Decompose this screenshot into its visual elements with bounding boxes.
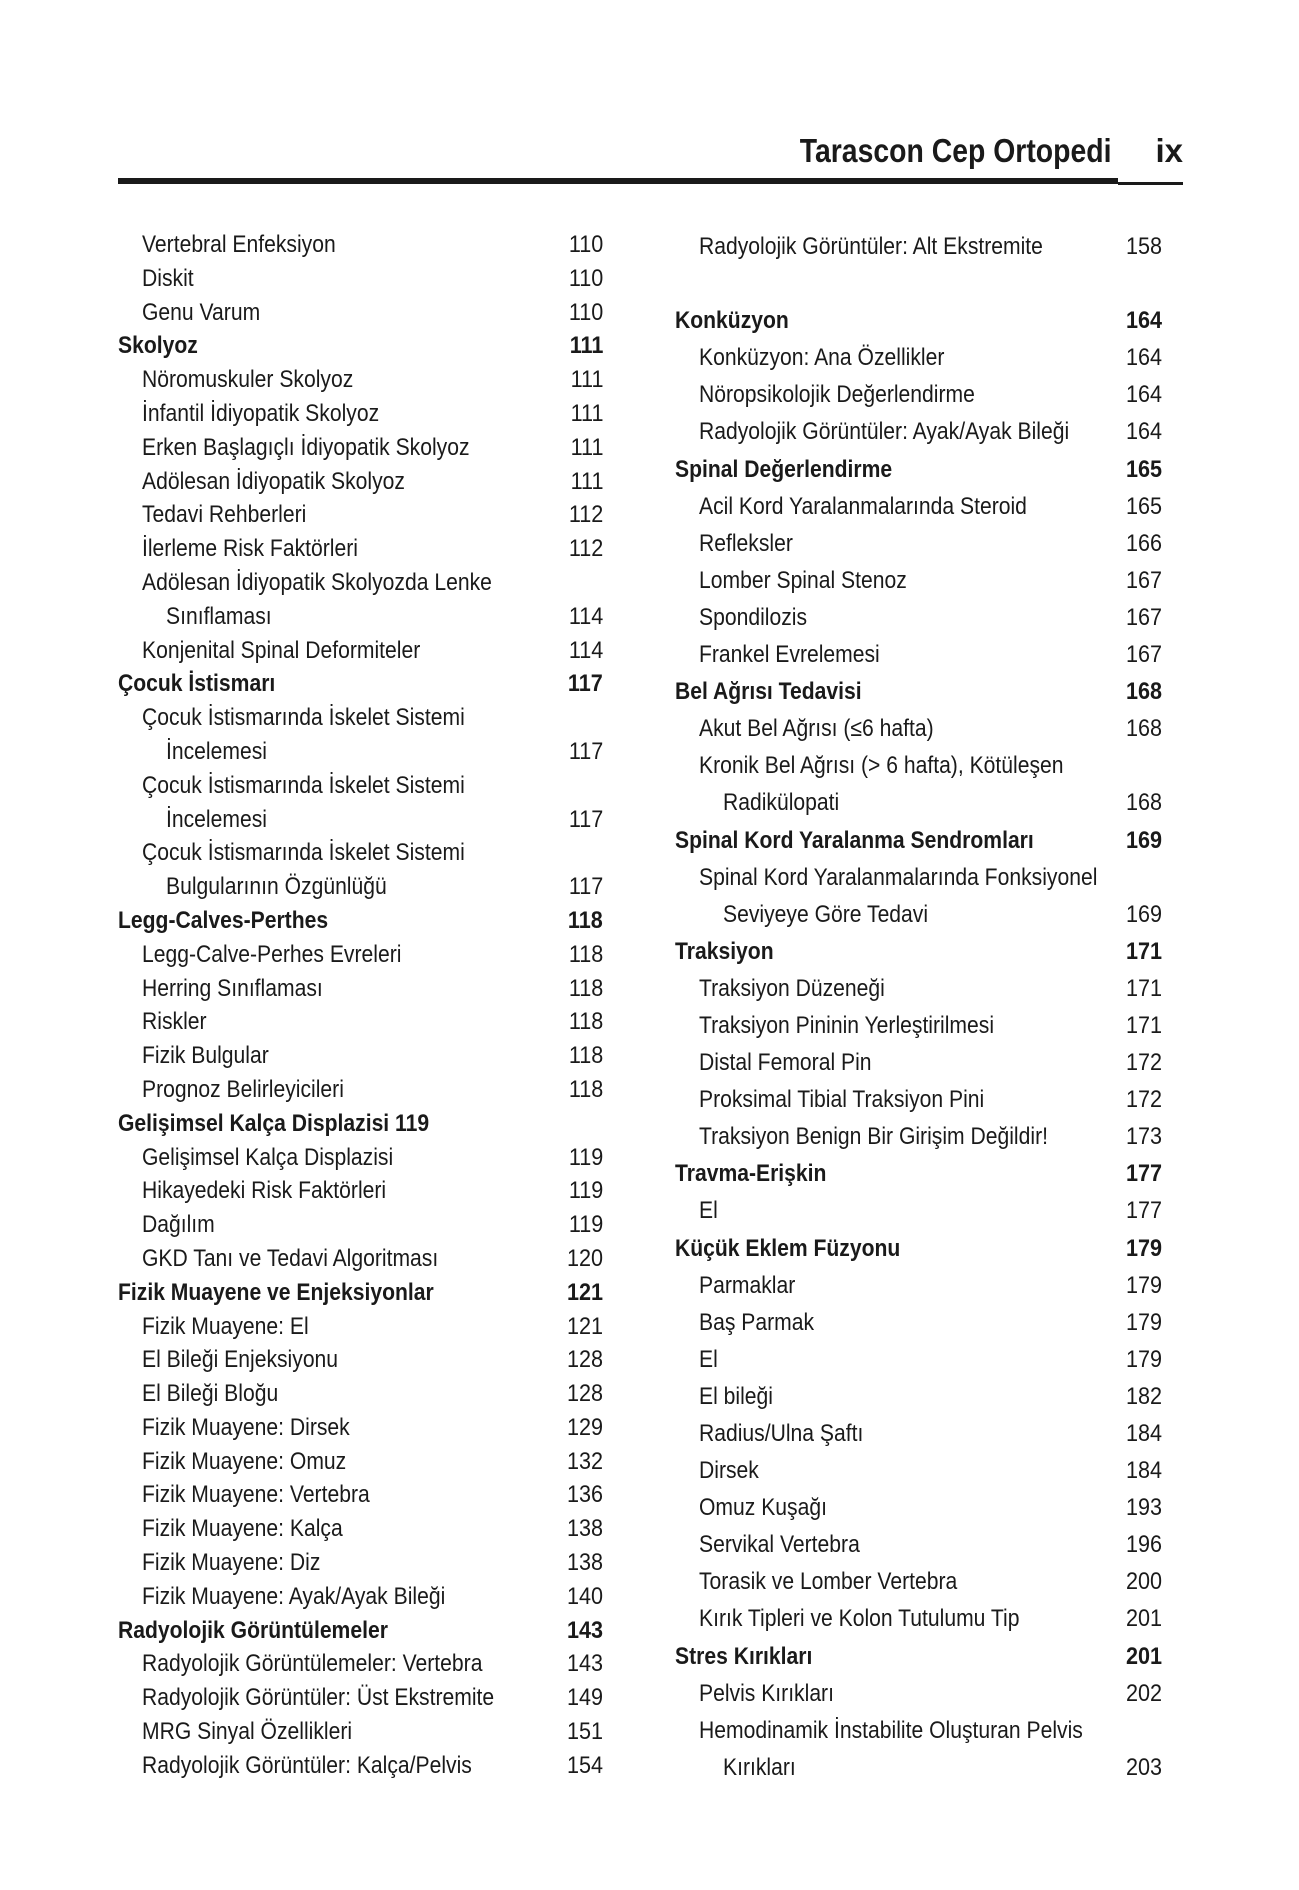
toc-entry-page: 167 xyxy=(1125,641,1162,669)
toc-entry-title: Spinal Kord Yaralanma Sendromları xyxy=(675,826,1034,854)
toc-entry-title: Çocuk İstismarında İskelet Sistemi xyxy=(142,839,465,867)
toc-entry[interactable] xyxy=(675,636,1170,673)
toc-entry[interactable] xyxy=(118,1647,613,1681)
toc-entry[interactable] xyxy=(118,1445,613,1479)
toc-entry-title: Akut Bel Ağrısı (≤6 hafta) xyxy=(699,715,934,743)
toc-entry[interactable] xyxy=(675,339,1170,376)
toc-entry-title: İncelemesi xyxy=(166,805,267,833)
toc-entry-title: Traksiyon Düzeneği xyxy=(699,974,885,1002)
toc-entry-page: 119 xyxy=(568,1143,603,1171)
toc-entry-page: 149 xyxy=(566,1684,603,1712)
toc-entry[interactable] xyxy=(118,870,613,904)
toc-entry[interactable] xyxy=(675,488,1170,525)
toc-entry[interactable] xyxy=(675,1675,1170,1712)
toc-entry-page: 200 xyxy=(1125,1568,1162,1596)
toc-entry-page: 118 xyxy=(568,1075,603,1103)
toc-entry-page: 111 xyxy=(570,433,603,461)
toc-entry[interactable] xyxy=(118,1749,613,1783)
toc-spacer xyxy=(675,265,1170,302)
toc-entry[interactable] xyxy=(118,1715,613,1749)
toc-entry[interactable] xyxy=(675,1749,1170,1786)
toc-section-entry[interactable] xyxy=(118,904,613,938)
toc-entry-page: 119 xyxy=(568,1211,603,1239)
toc-entry[interactable] xyxy=(675,1712,1170,1749)
toc-entry-title: MRG Sinyal Özellikleri xyxy=(142,1718,353,1746)
toc-section-entry[interactable] xyxy=(118,1614,613,1648)
toc-entry-title: Fizik Bulgular xyxy=(142,1042,269,1070)
header-rule xyxy=(118,178,1118,184)
toc-entry[interactable] xyxy=(675,1007,1170,1044)
toc-entry-title: Skolyoz xyxy=(118,332,198,360)
toc-entry-page: 184 xyxy=(1125,1420,1162,1447)
toc-entry-page: 201 xyxy=(1125,1605,1162,1633)
toc-entry-page: 111 xyxy=(570,366,603,394)
toc-entry[interactable] xyxy=(118,431,613,465)
toc-entry-page: 112 xyxy=(568,535,603,563)
toc-entry-title: Fizik Muayene: Kalça xyxy=(142,1515,343,1543)
toc-entry[interactable] xyxy=(675,1415,1170,1452)
toc-entry[interactable] xyxy=(118,532,613,566)
toc-entry-page: 117 xyxy=(568,805,603,833)
toc-entry-page: 143 xyxy=(566,1616,603,1644)
toc-entry-title: Dirsek xyxy=(699,1457,759,1485)
toc-entry-title: Omuz Kuşağı xyxy=(699,1494,827,1522)
toc-entry[interactable] xyxy=(675,1267,1170,1304)
toc-entry-title: Konküzyon xyxy=(675,307,789,335)
toc-entry-title: Frankel Evrelemesi xyxy=(699,641,880,669)
toc-entry-page: 179 xyxy=(1125,1308,1162,1336)
toc-entry[interactable] xyxy=(675,859,1170,896)
toc-entry-page: 171 xyxy=(1125,937,1162,965)
toc-entry-page: 138 xyxy=(566,1515,603,1543)
toc-entry-page: 171 xyxy=(1125,1011,1162,1039)
toc-entry-page: 118 xyxy=(568,1042,603,1070)
toc-entry-title: Radyolojik Görüntülemeler xyxy=(118,1616,388,1644)
toc-entry[interactable] xyxy=(675,1341,1170,1378)
toc-entry-title: Çocuk İstismarında İskelet Sistemi xyxy=(142,771,465,799)
toc-entry[interactable] xyxy=(118,836,613,870)
toc-entry-title: Fizik Muayene: Ayak/Ayak Bileği xyxy=(142,1582,446,1610)
toc-section-entry[interactable] xyxy=(675,451,1170,488)
toc-entry[interactable] xyxy=(675,1192,1170,1229)
toc-section-entry[interactable] xyxy=(675,933,1170,970)
toc-entry-page: 179 xyxy=(1125,1271,1162,1299)
toc-entry[interactable] xyxy=(675,1526,1170,1563)
toc-entry-title: Proksimal Tibial Traksiyon Pini xyxy=(699,1086,985,1114)
toc-entry-page: 164 xyxy=(1125,381,1162,409)
toc-entry-page: 164 xyxy=(1125,307,1162,335)
toc-entry[interactable] xyxy=(675,525,1170,562)
toc-entry-title: Torasik ve Lomber Vertebra xyxy=(699,1568,958,1596)
toc-entry-title: Gelişimsel Kalça Displazisi 119 xyxy=(118,1109,430,1137)
toc-entry-title: Radius/Ulna Şaftı xyxy=(699,1420,864,1447)
toc-entry-title: Radyolojik Görüntüler: Ayak/Ayak Bileği xyxy=(699,418,1070,446)
toc-entry-title: Pelvis Kırıkları xyxy=(699,1679,834,1707)
toc-entry[interactable] xyxy=(675,376,1170,413)
toc-entry[interactable] xyxy=(118,1208,613,1242)
toc-entry[interactable] xyxy=(675,896,1170,933)
toc-entry-title: Servikal Vertebra xyxy=(699,1531,860,1559)
toc-entry-title: Genu Varum xyxy=(142,298,261,326)
toc-entry[interactable] xyxy=(118,1310,613,1344)
toc-entry[interactable] xyxy=(118,1141,613,1175)
toc-entry-title: Spinal Kord Yaralanmalarında Fonksiyonel xyxy=(699,863,1098,891)
toc-entry[interactable] xyxy=(118,1242,613,1276)
toc-entry-page: 168 xyxy=(1125,789,1162,817)
toc-entry-page: 166 xyxy=(1125,529,1162,557)
toc-entry-title: Stres Kırıkları xyxy=(675,1642,813,1670)
toc-entry-title: İlerleme Risk Faktörleri xyxy=(142,535,358,563)
toc-entry[interactable] xyxy=(118,228,613,262)
toc-entry-page: 164 xyxy=(1125,344,1162,372)
toc-entry-title: Diskit xyxy=(142,264,194,292)
toc-entry-page: 193 xyxy=(1125,1494,1162,1522)
toc-right-column xyxy=(675,228,1170,1786)
toc-entry[interactable] xyxy=(118,1546,613,1580)
toc-entry-title: Traksiyon Pininin Yerleştirilmesi xyxy=(699,1011,995,1039)
toc-entry[interactable] xyxy=(118,1174,613,1208)
toc-entry-title: El Bileği Enjeksiyonu xyxy=(142,1346,339,1374)
toc-entry-title: El xyxy=(699,1197,718,1225)
toc-entry-title: Riskler xyxy=(142,1008,207,1036)
toc-entry-title: Fizik Muayene: Vertebra xyxy=(142,1481,370,1509)
toc-entry-page: 167 xyxy=(1125,566,1162,594)
toc-entry-title: Lomber Spinal Stenoz xyxy=(699,566,907,594)
toc-section-entry[interactable] xyxy=(675,673,1170,710)
toc-entry[interactable] xyxy=(118,296,613,330)
toc-entry-title: Erken Başlagıçlı İdiyopatik Skolyoz xyxy=(142,433,470,461)
toc-section-entry[interactable] xyxy=(675,822,1170,859)
toc-entry[interactable] xyxy=(675,784,1170,821)
toc-entry-title: Radikülopati xyxy=(723,789,840,817)
toc-entry-title: Herring Sınıflaması xyxy=(142,974,323,1002)
toc-entry[interactable] xyxy=(118,262,613,296)
toc-entry-page: 136 xyxy=(566,1481,603,1509)
toc-entry-page: 110 xyxy=(568,231,603,258)
toc-entry[interactable] xyxy=(118,803,613,837)
page-number: ix xyxy=(1155,132,1183,169)
toc-entry-title: Radyolojik Görüntülemeler: Vertebra xyxy=(142,1650,483,1678)
toc-entry[interactable] xyxy=(118,363,613,397)
toc-section-entry[interactable] xyxy=(118,1107,613,1141)
toc-entry-title: Nöropsikolojik Değerlendirme xyxy=(699,381,975,409)
toc-entry[interactable] xyxy=(118,397,613,431)
toc-entry-title: Bulgularının Özgünlüğü xyxy=(166,873,387,901)
toc-entry-title: Legg-Calve-Perhes Evreleri xyxy=(142,940,402,968)
toc-entry-page: 167 xyxy=(1125,603,1162,631)
header-rule-page xyxy=(1118,182,1183,185)
toc-entry[interactable] xyxy=(118,1681,613,1715)
toc-entry-page: 171 xyxy=(1125,974,1162,1002)
toc-entry-page: 121 xyxy=(566,1278,603,1306)
toc-entry[interactable] xyxy=(118,465,613,499)
toc-entry-page: 168 xyxy=(1125,678,1162,706)
toc-entry-page: 117 xyxy=(568,737,603,765)
toc-entry-title: GKD Tanı ve Tedavi Algoritması xyxy=(142,1244,439,1272)
toc-entry-title: Seviyeye Göre Tedavi xyxy=(723,900,929,928)
toc-entry[interactable] xyxy=(118,1512,613,1546)
toc-entry-page: 177 xyxy=(1125,1197,1162,1225)
toc-section-entry[interactable] xyxy=(675,302,1170,339)
toc-entry-page: 110 xyxy=(568,264,603,292)
toc-entry[interactable] xyxy=(675,1304,1170,1341)
toc-entry-title: Tedavi Rehberleri xyxy=(142,501,307,529)
toc-entry[interactable] xyxy=(675,1044,1170,1081)
toc-entry[interactable] xyxy=(118,769,613,803)
toc-entry-page: 132 xyxy=(566,1447,603,1475)
toc-entry-page: 182 xyxy=(1125,1382,1162,1410)
toc-entry-title: Adölesan İdiyopatik Skolyoz xyxy=(142,467,405,495)
toc-entry-page: 111 xyxy=(570,467,603,495)
toc-entry[interactable] xyxy=(675,710,1170,747)
toc-entry-title: El Bileği Bloğu xyxy=(142,1380,279,1408)
toc-entry-page: 201 xyxy=(1125,1642,1162,1670)
toc-entry-title: Çocuk İstismarı xyxy=(118,670,276,698)
toc-entry-page: 169 xyxy=(1125,826,1162,854)
toc-entry-page: 173 xyxy=(1125,1123,1162,1151)
toc-entry-title: Spinal Değerlendirme xyxy=(675,455,893,483)
toc-entry-title: Prognoz Belirleyicileri xyxy=(142,1075,344,1103)
toc-entry-page: 172 xyxy=(1125,1086,1162,1114)
toc-entry-page: 120 xyxy=(566,1244,603,1272)
toc-entry[interactable] xyxy=(675,747,1170,784)
toc-entry-title: Konjenital Spinal Deformiteler xyxy=(142,636,421,664)
toc-entry[interactable] xyxy=(118,1343,613,1377)
toc-entry-title: Radyolojik Görüntüler: Kalça/Pelvis xyxy=(142,1751,472,1779)
toc-entry[interactable] xyxy=(675,1118,1170,1155)
toc-entry-title: Fizik Muayene: Dirsek xyxy=(142,1413,350,1441)
toc-entry-title: Distal Femoral Pin xyxy=(699,1049,872,1077)
toc-entry-title: El xyxy=(699,1345,718,1373)
toc-entry-page: 165 xyxy=(1125,455,1162,483)
toc-entry-page: 158 xyxy=(1125,233,1162,260)
toc-entry-page: 202 xyxy=(1125,1679,1162,1707)
toc-entry-title: Travma-Erişkin xyxy=(675,1160,827,1188)
toc-entry-title: Bel Ağrısı Tedavisi xyxy=(675,678,862,706)
toc-section-entry[interactable] xyxy=(675,1155,1170,1192)
toc-entry[interactable] xyxy=(118,701,613,735)
toc-entry-page: 112 xyxy=(568,501,603,529)
toc-entry[interactable] xyxy=(118,972,613,1006)
toc-entry-page: 117 xyxy=(568,873,603,901)
toc-entry-title: Çocuk İstismarında İskelet Sistemi xyxy=(142,704,465,732)
toc-entry-page: 164 xyxy=(1125,418,1162,446)
toc-entry-page: 203 xyxy=(1125,1753,1162,1781)
toc-entry[interactable] xyxy=(675,1563,1170,1600)
toc-entry-page: 143 xyxy=(566,1650,603,1678)
toc-entry-title: Kırık Tipleri ve Kolon Tutulumu Tip xyxy=(699,1605,1020,1633)
toc-entry-page: 119 xyxy=(568,1177,603,1205)
toc-entry-title: Parmaklar xyxy=(699,1271,796,1299)
toc-section-entry[interactable] xyxy=(118,1276,613,1310)
toc-entry-title: Radyolojik Görüntüler: Alt Ekstremite xyxy=(699,233,1043,260)
toc-entry-page: 140 xyxy=(566,1582,603,1610)
toc-entry[interactable] xyxy=(118,566,613,600)
toc-entry[interactable] xyxy=(118,1411,613,1445)
toc-entry-title: Traksiyon xyxy=(675,937,774,965)
toc-entry[interactable] xyxy=(118,634,613,668)
toc-entry-title: Kırıkları xyxy=(723,1753,796,1781)
toc-entry[interactable] xyxy=(675,228,1170,265)
toc-entry[interactable] xyxy=(118,1039,613,1073)
toc-entry-page: 179 xyxy=(1125,1345,1162,1373)
book-title: Tarascon Cep Ortopedi xyxy=(799,132,1111,169)
toc-entry-title: Hemodinamik İnstabilite Oluşturan Pelvis xyxy=(699,1716,1083,1744)
toc-entry-page: 196 xyxy=(1125,1531,1162,1559)
toc-entry[interactable] xyxy=(675,562,1170,599)
toc-section-entry[interactable] xyxy=(675,1638,1170,1675)
toc-entry[interactable] xyxy=(675,1378,1170,1415)
toc-entry-title: Kronik Bel Ağrısı (> 6 hafta), Kötüleşen xyxy=(699,752,1064,780)
toc-section-entry[interactable] xyxy=(118,667,613,701)
toc-entry-page: 128 xyxy=(566,1346,603,1374)
toc-entry-page: 184 xyxy=(1125,1457,1162,1485)
toc-entry-page: 118 xyxy=(568,974,603,1002)
toc-entry[interactable] xyxy=(675,1600,1170,1637)
toc-entry-title: Legg-Calves-Perthes xyxy=(118,906,329,934)
toc-entry-page: 117 xyxy=(568,670,603,698)
toc-entry-page: 111 xyxy=(569,332,603,360)
toc-entry-page: 128 xyxy=(566,1380,603,1408)
toc-entry-title: El bileği xyxy=(699,1382,773,1410)
toc-entry[interactable] xyxy=(118,1073,613,1107)
toc-entry-page: 168 xyxy=(1125,715,1162,743)
toc-entry-page: 129 xyxy=(566,1413,603,1441)
toc-entry-title: Nöromuskuler Skolyoz xyxy=(142,366,354,394)
toc-entry-title: Refleksler xyxy=(699,529,793,557)
toc-entry-title: Baş Parmak xyxy=(699,1308,815,1336)
toc-section-entry[interactable] xyxy=(118,329,613,363)
toc-entry-page: 138 xyxy=(566,1549,603,1577)
toc-entry[interactable] xyxy=(118,938,613,972)
toc-entry-page: 114 xyxy=(568,602,603,630)
toc-entry-title: Vertebral Enfeksiyon xyxy=(142,231,336,258)
toc-entry[interactable] xyxy=(675,413,1170,450)
toc-entry-page: 177 xyxy=(1125,1160,1162,1188)
toc-entry-page: 169 xyxy=(1125,900,1162,928)
toc-entry-title: Fizik Muayene: Omuz xyxy=(142,1447,347,1475)
toc-entry-title: İnfantil İdiyopatik Skolyoz xyxy=(142,399,380,427)
toc-entry[interactable] xyxy=(118,600,613,634)
toc-entry-page: 118 xyxy=(568,906,603,934)
toc-entry[interactable] xyxy=(675,1081,1170,1118)
toc-entry-title: Acil Kord Yaralanmalarında Steroid xyxy=(699,492,1027,520)
toc-entry-title: Spondilozis xyxy=(699,603,808,631)
toc-entry-title: Hikayedeki Risk Faktörleri xyxy=(142,1177,387,1205)
toc-entry[interactable] xyxy=(118,1478,613,1512)
toc-section-entry[interactable] xyxy=(675,1230,1170,1267)
toc-entry-page: 172 xyxy=(1125,1049,1162,1077)
toc-entry[interactable] xyxy=(118,1005,613,1039)
toc-entry-page: 111 xyxy=(570,399,603,427)
toc-entry-title: Radyolojik Görüntüler: Üst Ekstremite xyxy=(142,1684,495,1712)
toc-entry-title: Dağılım xyxy=(142,1211,215,1239)
toc-entry-page: 114 xyxy=(568,636,603,664)
toc-entry-page: 151 xyxy=(566,1718,603,1746)
toc-entry-page: 118 xyxy=(568,940,603,968)
toc-entry[interactable] xyxy=(675,970,1170,1007)
toc-entry[interactable] xyxy=(118,498,613,532)
toc-entry-page: 165 xyxy=(1125,492,1162,520)
toc-entry[interactable] xyxy=(118,1580,613,1614)
toc-entry-title: Gelişimsel Kalça Displazisi xyxy=(142,1143,394,1171)
toc-entry-title: Konküzyon: Ana Özellikler xyxy=(699,344,945,372)
toc-entry-title: Adölesan İdiyopatik Skolyozda Lenke xyxy=(142,568,492,596)
toc-entry[interactable] xyxy=(675,1452,1170,1489)
toc-entry-title: Sınıflaması xyxy=(166,602,272,630)
toc-entry-title: İncelemesi xyxy=(166,737,267,765)
toc-entry-title: Küçük Eklem Füzyonu xyxy=(675,1234,901,1262)
toc-left-column xyxy=(118,228,613,1783)
toc-entry-page: 110 xyxy=(568,298,603,326)
toc-entry-title: Fizik Muayene: El xyxy=(142,1312,309,1340)
toc-entry-page: 118 xyxy=(568,1008,603,1036)
toc-entry-title: Fizik Muayene: Diz xyxy=(142,1549,321,1577)
toc-entry[interactable] xyxy=(675,1489,1170,1526)
toc-entry-title: Fizik Muayene ve Enjeksiyonlar xyxy=(118,1278,434,1306)
toc-entry[interactable] xyxy=(118,1377,613,1411)
toc-entry-page: 154 xyxy=(566,1751,603,1779)
toc-entry-title: Traksiyon Benign Bir Girişim Değildir! xyxy=(699,1123,1048,1151)
toc-entry-page: 121 xyxy=(566,1312,603,1340)
toc-entry[interactable] xyxy=(675,599,1170,636)
toc-entry-page: 179 xyxy=(1125,1234,1162,1262)
toc-entry[interactable] xyxy=(118,735,613,769)
